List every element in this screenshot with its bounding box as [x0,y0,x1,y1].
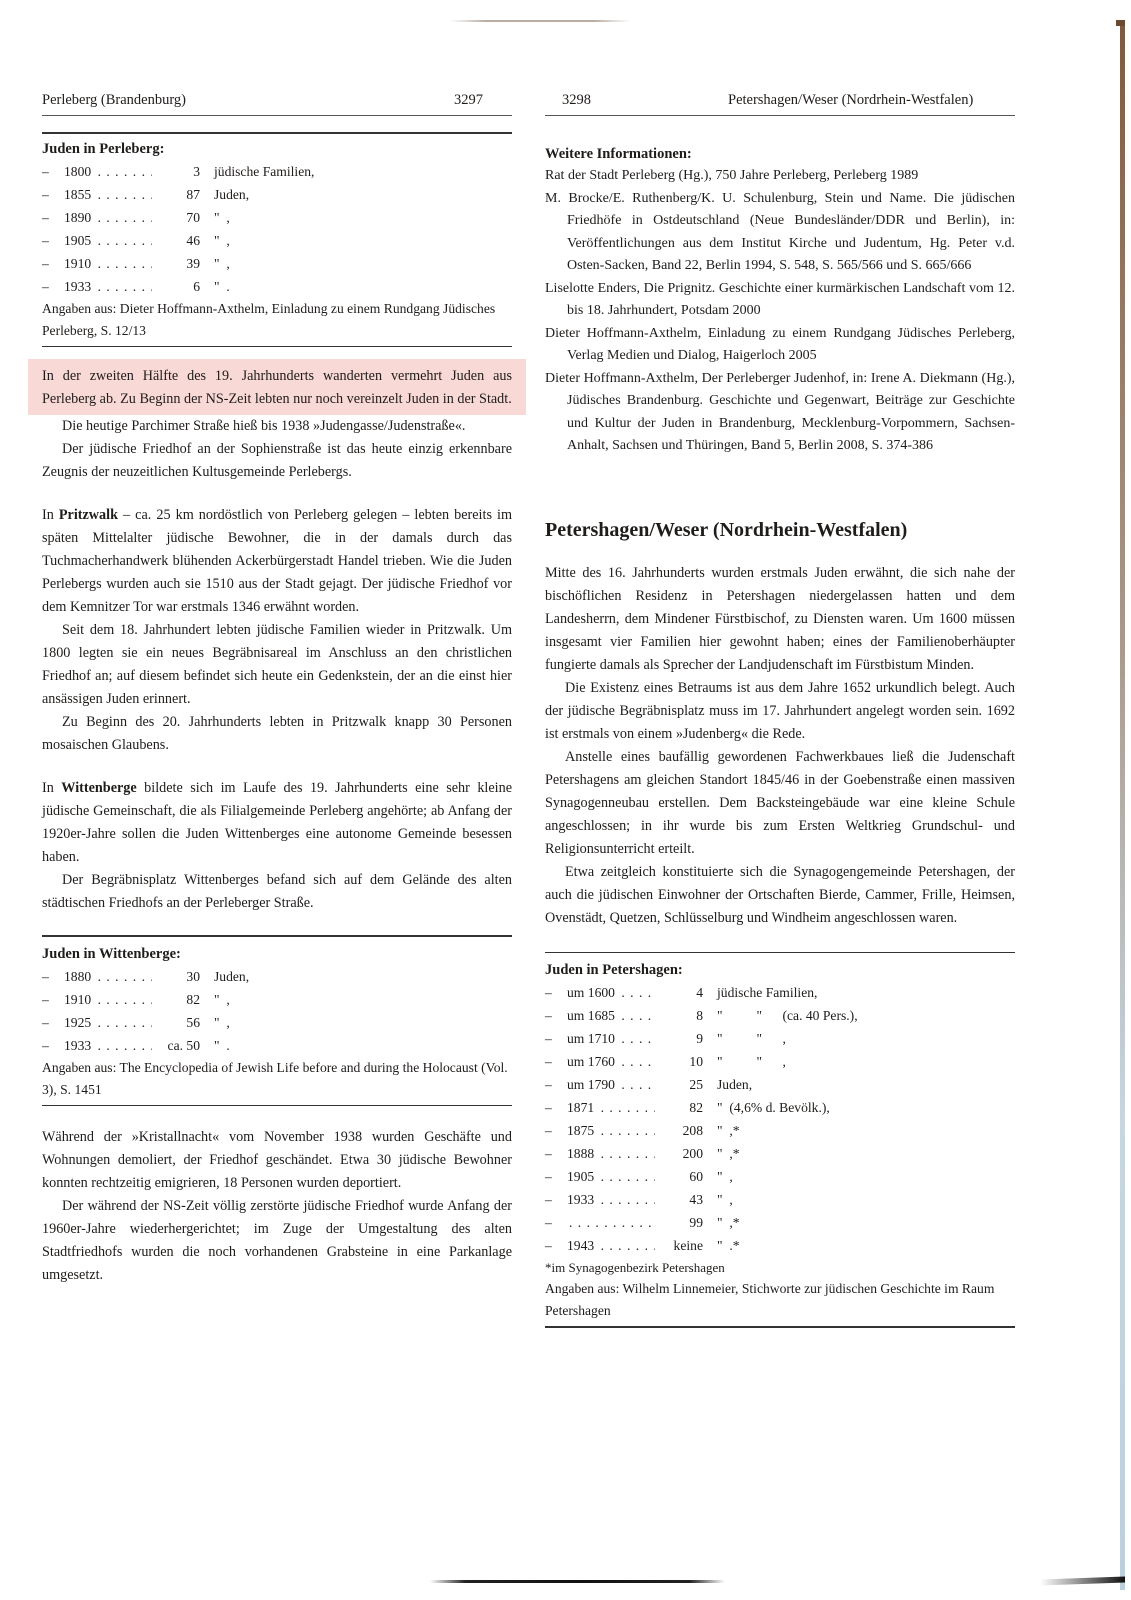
paragraph-friedhof: Der jüdische Friedhof an der Sophienstraße ist das heute einzig erkennbare Zeugnis der neuzeitlichen Kultusgemeinde Perlebergs. [42,441,512,480]
row-unit: " " , [717,1054,786,1069]
place-name-pritzwalk: Pritzwalk [58,507,118,523]
text-intro: In [42,780,62,796]
row-value: 9 [655,1027,717,1050]
row-year-label: um 1790 [567,1077,615,1092]
row-dash: – [42,991,49,1007]
stat-row [545,1165,1015,1188]
row-dash: – [42,209,49,225]
row-year-label: 1933 [64,278,92,294]
row-year [64,229,152,252]
reference-item: Rat der Stadt Perleberg (Hg.), 750 Jahre Perleberg, Perleberg 1989 [545,168,919,183]
stat-row [545,1050,1015,1073]
stat-row [545,1119,1015,1142]
stat-row [545,1234,1015,1257]
row-unit: " (4,6% d. Bevölk.), [717,1100,830,1115]
place-name-wittenberge: Wittenberge [61,780,137,796]
box-title: Juden in Petershagen: [545,962,683,978]
row-value: 208 [655,1119,717,1142]
page-number-left: 3297 [454,92,483,108]
row-year-label: um 1760 [567,1054,615,1069]
petershagen-stats-box [545,959,1015,1322]
row-dash: – [545,985,552,1000]
row-value: 4 [655,981,717,1004]
paragraph-kristallnacht: Während der »Kristallnacht« vom November 1938 wurden Geschäfte und Wohnungen demoliert, der Friedhof geschändet. Etwa 30 jüdische Bewohner konnten rechtzeitig emigrieren, 18 Personen wurden deportiert. [42,1129,512,1191]
paragraph-petershagen-4: Etwa zeitgleich konstituierte sich die Synagogengemeinde Petershagen, der auch die jüdischen Einwohner der Ortschaften Bierde, Cammer, Frille, Heimsen, Ovenstädt, Quetzen, Schlüsselburg und Windheim angeschlossen waren. [545,863,1015,926]
box-source: Angaben aus: Wilhelm Linnemeier, Stichworte zur jüdischen Geschichte im Raum Petershagen [545,1281,995,1318]
row-value: 82 [655,1096,717,1119]
row-year-label: 1875 [567,1123,595,1138]
stat-row [545,1188,1015,1211]
running-head-right-title: Petershagen/Weser (Nordrhein-Westfalen) [728,92,974,108]
row-year-label: 1910 [64,255,92,271]
box-source: Angaben aus: The Encyclopedia of Jewish Life before and during the Holocaust (Vol. 3), S. 1451 [42,1059,508,1097]
stat-row [545,1096,1015,1119]
row-dash: – [545,1077,552,1092]
row-year [64,160,152,183]
row-value: 70 [152,206,214,229]
row-unit: " . [214,1037,230,1053]
paragraph-ns-friedhof: Der während der NS-Zeit völlig zerstörte jüdische Friedhof wurde Anfang der 1960er-Jahre wiederhergerichtet; im Zuge der Umgestaltung des alten Stadtfriedhofs wurden die noch vorhandenen Grabsteine in eine Parkanlage umgesetzt. [42,1198,512,1283]
row-dash: – [545,1031,552,1046]
row-dash: – [545,1100,552,1115]
row-value: 43 [655,1188,717,1211]
page-number-right: 3298 [562,92,591,108]
row-year [567,1050,655,1073]
running-head-left-title: Perleberg (Brandenburg) [42,92,187,108]
row-unit: jüdische Familien, [214,163,315,179]
stat-row [545,1211,1015,1234]
row-year [567,1073,655,1096]
row-value: 60 [655,1165,717,1188]
reference-list [545,165,1015,458]
row-year-label: um 1685 [567,1008,615,1023]
paragraph-wittenberge-2: Der Begräbnisplatz Wittenberges befand sich auf dem Gelände des alten städtischen Friedhofs an der Perleberger Straße. [42,872,512,911]
row-value: 30 [152,965,214,988]
row-year [567,1119,655,1142]
row-dash: – [545,1123,552,1138]
wittenberge-stats-box [42,943,512,1101]
row-dash: – [545,1169,552,1184]
section-heading-petershagen: Petershagen/Weser (Nordrhein-Westfalen) [545,518,908,541]
stat-row [42,1034,512,1057]
highlighted-passage [28,359,526,415]
row-year-label: 1933 [64,1037,92,1053]
stat-row [545,1027,1015,1050]
row-value: 56 [152,1011,214,1034]
scan-top-edge [450,20,630,22]
row-unit: " . [214,278,230,294]
row-value: 200 [655,1142,717,1165]
scan-bottom-edge [430,1580,725,1583]
row-year [567,981,655,1004]
stat-row [42,183,512,206]
stat-row [42,206,512,229]
row-dash: – [42,186,49,202]
paragraph-petershagen-1: Mitte des 16. Jahrhunderts wurden erstmals Juden erwähnt, die sich nahe der bischöflichen Residenz in Petershagen niedergelassen hatten und dem Landesherrn, dem Mindener Fürstbischof, zu Diensten waren. Um 1600 müssen insgesamt vier Familien hier gewohnt haben; eines der Familienoberhäupter fungierte damals als Sprecher der Landjudenschaft im Fürstbistum Minden. [545,564,1015,673]
box-rule-bottom [42,346,512,348]
row-value: 10 [655,1050,717,1073]
reference-item: M. Brocke/E. Ruthenberg/K. U. Schulenburg, Stein und Name. Die jüdischen Friedhöfe in Ostdeutschland (Neue Bundesländer/DDR und Berlin), in: Veröffentlichungen aus dem Institut Kirche und Judentum, Hg. Peter v.d. Osten-Sacken, Band 22, Berlin 1994, S. 548, S. 565/566 und S. 665/666 [545,190,1015,273]
row-year [567,1004,655,1027]
row-year-label: um 1710 [567,1031,615,1046]
box-rule-top [545,952,1015,954]
stat-row [42,229,512,252]
paragraph-pritzwalk-3: Zu Beginn des 20. Jahrhunderts lebten in Pritzwalk knapp 30 Personen mosaischen Glaubens. [42,714,512,753]
row-dash: – [42,278,49,294]
row-value: 39 [152,252,214,275]
row-unit: " .* [717,1238,740,1253]
row-unit: " " , [717,1031,786,1046]
row-year-label: 1888 [567,1146,595,1161]
stat-row [545,1142,1015,1165]
book-bottom-corner [1040,1577,1125,1586]
row-unit: " ,* [717,1146,740,1161]
row-value: 46 [152,229,214,252]
row-year [64,275,152,298]
book-spine-edge [1120,20,1125,1590]
perleberg-stats-box [42,138,512,342]
row-unit: " , [717,1169,733,1184]
stat-row [42,965,512,988]
row-year [567,1142,655,1165]
stat-row [545,1073,1015,1096]
row-unit: " , [214,991,230,1007]
row-dash: – [545,1215,552,1230]
box-rule-bottom [42,1105,512,1107]
stat-row [545,1004,1015,1027]
row-year [567,1096,655,1119]
row-year [567,1027,655,1050]
row-year-label: 1871 [567,1100,595,1115]
row-year [64,206,152,229]
row-year [64,1011,152,1034]
stat-row [42,1011,512,1034]
text-body: bildete sich im Laufe des 19. Jahrhunderts eine sehr kleine jüdische Gemeinschaft, die als Filialgemeinde Perleberg angehörte; ab Anfang der 1920er-Jahre sollen die Juden Wittenberges eine autonome Gemeinde besessen haben. [42,780,512,865]
row-unit: " , [214,255,230,271]
row-year-label: 1855 [64,186,92,202]
row-value: ca. 50 [152,1034,214,1057]
row-unit: Juden, [214,968,250,984]
row-dash: – [42,1014,49,1030]
book-spine-cap [1116,20,1125,26]
row-year [567,1165,655,1188]
row-year [64,1034,152,1057]
box-rule-top [42,935,512,937]
header-rule-left [42,115,512,116]
row-dash: – [545,1192,552,1207]
text-body: – ca. 25 km nordöstlich von Perleberg gelegen – lebten bereits im späten Mittelalter jüdische Bewohner, die in der damals durch das Tuchmacherhandwerk blühenden Ackerbürgerstadt Handel trieben. Wie die Juden Perlebergs wurden auch sie 1510 aus der Stadt gejagt. Der jüdische Friedhof vor dem Kemnitzer Tor war erstmals 1346 erwähnt worden. [42,507,512,615]
row-year-label [567,1215,569,1230]
row-unit: " ,* [717,1215,740,1230]
stat-row [545,981,1015,1004]
box-title: Juden in Perleberg: [42,140,165,157]
stats-table [545,981,1015,1257]
row-unit: " , [214,232,230,248]
left-column [42,132,512,1287]
right-column [545,143,1015,1328]
stat-row [42,160,512,183]
row-year-label: 1910 [64,991,92,1007]
row-unit: " " (ca. 40 Pers.), [717,1008,858,1023]
row-dash: – [545,1146,552,1161]
row-unit: " , [214,1014,230,1030]
row-dash: – [42,232,49,248]
reference-item: Dieter Hoffmann-Axthelm, Der Perleberger Judenhof, in: Irene A. Diekmann (Hg.), Jüdisches Brandenburg. Geschichte und Gegenwart, Beiträge zur Geschichte und Kultur der Juden in Brandenburg, Mecklenburg-Vorpommern, Sachsen-Anhalt, Sachsen und Thüringen, Band 5, Berlin 2008, S. 374-386 [545,370,1015,453]
row-unit: Juden, [214,186,250,202]
row-dash: – [545,1238,552,1253]
row-value: 6 [152,275,214,298]
row-dash: – [545,1008,552,1023]
row-year [64,183,152,206]
paragraph-parchimer: Die heutige Parchimer Straße hieß bis 1938 »Judengasse/Judenstraße«. [62,418,466,434]
row-dash: – [545,1054,552,1069]
row-value: keine [655,1234,717,1257]
box-source: Angaben aus: Dieter Hoffmann-Axthelm, Einladung zu einem Rundgang Jüdisches Perleberg, S. 12/13 [42,300,496,338]
row-year [64,965,152,988]
row-unit: jüdische Familien, [717,985,818,1000]
row-year-label: 1933 [567,1192,595,1207]
row-dash: – [42,163,49,179]
row-unit: " ,* [717,1123,740,1138]
row-value: 82 [152,988,214,1011]
row-year-label: 1880 [64,968,92,984]
paragraph-highlighted: In der zweiten Hälfte des 19. Jahrhunderts wanderten vermehrt Juden aus Perleberg ab. Zu Beginn der NS-Zeit lebten nur noch vereinzelt Juden in der Stadt. [42,368,512,407]
paragraph-pritzwalk-2: Seit dem 18. Jahrhundert lebten jüdische Familien wieder in Pritzwalk. Um 1800 legten sie ein neues Begräbnisareal im Anschluss an den christlichen Friedhof an; auf diesem befindet sich heute ein Gedenkstein, der an die einst hier ansässigen Juden erinnert. [42,622,512,707]
text-intro: In [42,507,59,523]
row-year [64,252,152,275]
row-year-label: 1890 [64,209,92,225]
row-value: 8 [655,1004,717,1027]
stat-row [42,252,512,275]
row-unit: " , [214,209,230,225]
paragraph-petershagen-2: Die Existenz eines Betraums ist aus dem Jahre 1652 urkundlich belegt. Auch der jüdische Begräbnisplatz muss im 17. Jahrhundert angelegt worden sein. 1692 ist erstmals von einem »Judenberg« die Rede. [545,679,1015,742]
box-footnote: *im Synagogenbezirk Petershagen [545,1260,725,1275]
row-dash: – [42,255,49,271]
box-title: Juden in Wittenberge: [42,945,181,962]
reference-item: Dieter Hoffmann-Axthelm, Einladung zu einem Rundgang Jüdisches Perleberg, Verlag Medien und Dialog, Haigerloch 2005 [545,325,1015,363]
row-unit: Juden, [717,1077,753,1092]
row-value: 99 [655,1211,717,1234]
box-rule-top [42,132,512,134]
row-year-label: 1905 [64,232,92,248]
row-year-label: 1905 [567,1169,595,1184]
row-dash: – [42,968,49,984]
box-rule-bottom [545,1326,1015,1328]
row-dash: – [42,1037,49,1053]
row-unit: " , [717,1192,733,1207]
row-value: 87 [152,183,214,206]
row-year [567,1234,655,1257]
petershagen-text [545,562,1015,930]
row-year-label: 1925 [64,1014,92,1030]
row-year [567,1188,655,1211]
further-info-title: Weitere Informationen: [545,146,692,162]
stat-row [42,275,512,298]
row-year [64,988,152,1011]
reference-item: Liselotte Enders, Die Prignitz. Geschichte einer kurmärkischen Landschaft vom 12. bis 18. Jahrhundert, Potsdam 2000 [545,280,1015,318]
header-rule-right [545,115,1015,116]
row-year-label: 1943 [567,1238,595,1253]
row-year-label: 1800 [64,163,92,179]
stats-table [42,160,512,298]
paragraph-pritzwalk-1 [42,504,512,619]
paragraph-wittenberge-1 [42,777,512,869]
row-year [567,1211,655,1234]
row-value: 25 [655,1073,717,1096]
paragraph-petershagen-3: Anstelle eines baufällig gewordenen Fachwerkbaues ließ die Judenschaft Petershagens am gleichen Standort 1845/46 in der Goebenstraße einen massiven Synagogenneubau erstellen. Dem Backsteingebäude war eine kleine Schule angeschlossen; in ihr wurde bis zum Ersten Weltkrieg Grundschul- und Religionsunterricht erteilt. [545,748,1015,857]
row-value: 3 [152,160,214,183]
stats-table [42,965,512,1057]
stat-row [42,988,512,1011]
row-year-label: um 1600 [567,985,615,1000]
